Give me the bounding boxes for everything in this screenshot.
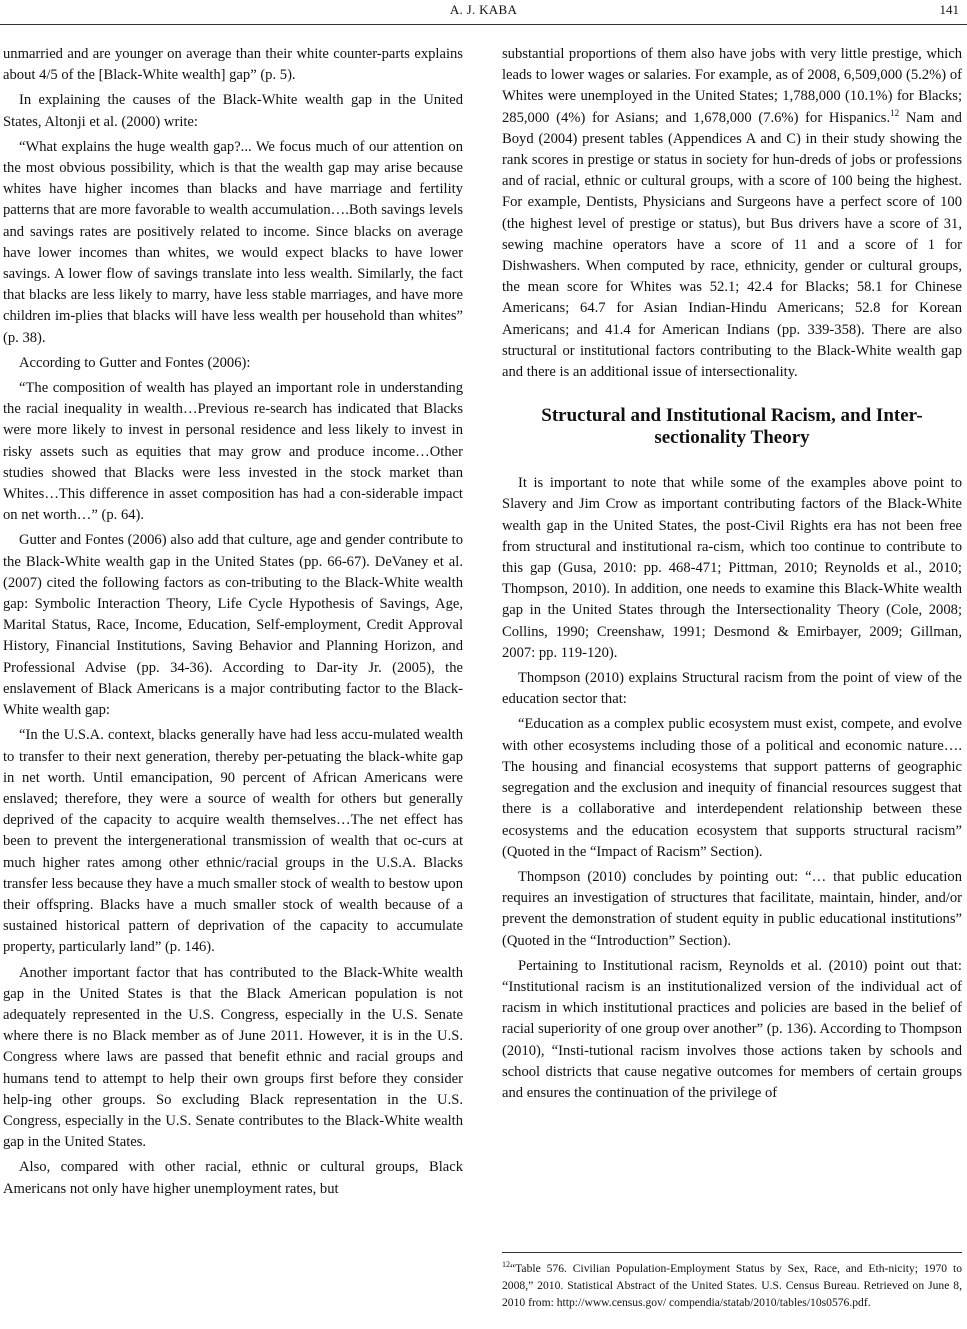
paragraph: Also, compared with other racial, ethnic or cultural groups, Black Americans not only have higher unemployment rates, but	[3, 1159, 463, 1197]
footnote-text: “Table 576. Civilian Population-Employment Status by Sex, Race, and Eth-nicity; 1970 to 2008,” 2010. Statistical Abstract of the United States. U.S. Census Bureau. Retrieved on June 8, 2010 from: http://www.census.gov/ compendia/statab/2010/tables/10s0576.pdf.	[502, 1261, 962, 1309]
paragraph	[502, 44, 962, 383]
section-heading	[502, 405, 962, 449]
block-quote: “Education as a complex public ecosystem must exist, compete, and evolve with other ecosystems including those of a political and economic nature…. The housing and financial ecosystems that support patterns of geographic segregation and the exclusion and inequity of financial resources suggest that there is a collaborative and interdependent relationship between these ecosystems and the education ecosystem that supports structural racism” (Quoted in the “Impact of Racism” Section).	[502, 716, 962, 860]
paragraph: unmarried and are younger on average than their white counter-parts explains about 4/5 of the [Black-White wealth] gap” (p. 5).	[3, 46, 463, 84]
footnote-reference: 12	[890, 107, 900, 118]
paragraph: Another important factor that has contributed to the Black-White wealth gap in the United States is that the Black American population is not adequately represented in the U.S. Congress, especially in the U.S. Senate where there is no Black member as of June 2011. However, it is in the U.S. Congress where laws are passed that benefit ethnic and racial groups and humans tend to attempt to help their own groups first before they consider help-ing other groups. So excluding Black representation in the U.S. Congress, especially in the U.S. Senate contributes to the Black-White wealth gap in the United States.	[3, 964, 463, 1151]
paragraph: It is important to note that while some of the examples above point to Slavery and Jim Crow as important contributing factors of the Black-White wealth gap in the United States, the post-Civil Rights era has not been free from structural and institutional ra-cism, which too continue to contribute to this gap (Gusa, 2010: pp. 468-471; Pittman, 2010; Reynolds et al., 2010; Thompson, 2010). In addition, one needs to examine this Black-White wealth gap in the United States through the Intersectionality Theory (Cole, 2008; Collins, 1990; Creenshaw, 1991; Desmond & Emirbayer, 2009; Gillman, 2007: pp. 119-120).	[502, 475, 962, 661]
paragraph: Pertaining to Institutional racism, Reynolds et al. (2010) point out that: “Institutional racism is an institutionalized version of the individual act of racism in which institutional practices and policies are based in the belief of racial superiority of one group over another” (p. 136). According to Thompson (2010), “Insti-tutional racism involves those actions taken by schools and school districts that cause negative outcomes for members of certain groups and ensures the continuation of the privilege of	[502, 957, 962, 1101]
paragraph: Gutter and Fontes (2006) also add that culture, age and gender contribute to the Black-White wealth gap in the United States (pp. 66-67). DeVaney et al. (2007) cited the following factors as con-tributing to the Black-White wealth gap: Symbolic Interaction Theory, Life Cycle Hypothesis of Savings, Age, Marital Status, Race, Income, Education, Self-employment, Credit Approval History, Financial Institutions, Saving Behavior and Planning Horizon, and Professional Advise (pp. 34-36). According to Dar-ity Jr. (2005), the enslavement of Black Americans is a major contributing factor to the Black-White wealth gap:	[3, 532, 463, 719]
block-quote: “The composition of wealth has played an important role in understanding the racial inequality in wealth…Previous re-search has indicated that Blacks were more likely to invest in personal residence and less likely to invest in risky assets such as equities that may grow and produce income…Other studies showed that Blacks were less invested in the stock market than Whites…This difference in asset composition has had a con-siderable impact on net worth…” (p. 64).	[3, 380, 463, 524]
footnote-marker: 12	[502, 1260, 510, 1269]
footnote	[502, 1256, 962, 1311]
running-header-author: A. J. KABA	[449, 2, 518, 17]
header-rule	[0, 24, 967, 25]
left-column	[3, 44, 463, 1204]
footnote-rule	[502, 1252, 962, 1253]
paragraph-text: Nam and Boyd (2004) present tables (Appendices A and C) in their study showing the rank scores in prestige or status in society for hun-dreds of jobs or professions and of racial, ethnic or cultural groups, with a score of 100 being the highest. For example, Dentists, Physicians and Surgeons have a perfect score of 100 (the highest level of prestige or status), but Bus drivers have a score of 31, sewing machine operators have a score of 11 and a score of 1 for Dishwashers. When computed by race, ethnicity, gender or cultural groups, the mean score for Whites was 52.1; 42.4 for Blacks; 58.1 for Chinese Americans; 64.7 for Asian Indian-Hindu Americans; 52.8 for Korean Americans; and 41.4 for American Indians (pp. 339-358). There are also structural or institutional factors contributing to the Black-White wealth gap and there is an additional issue of intersectionality.	[502, 109, 962, 381]
page-number: 141	[939, 2, 959, 17]
running-header	[0, 0, 967, 20]
paragraph: Thompson (2010) explains Structural racism from the point of view of the education sector that:	[502, 670, 962, 708]
paragraph: According to Gutter and Fontes (2006):	[19, 354, 251, 371]
paragraph: Thompson (2010) concludes by pointing out: “… that public education requires an investigation of structures that facilitate, maintain, hinder, and/or prevent the demonstration of student equity in public educational institutions” (Quoted in the “Introduction” Section).	[502, 868, 962, 949]
right-column	[502, 44, 962, 1108]
block-quote: “In the U.S.A. context, blacks generally have had less accu-mulated wealth to transfer to their next generation, thereby per-petuating the black-white gap in net worth. Until emancipation, 90 percent of African Americans were enslaved; therefore, they were a source of wealth for others but generally deprived of the capacity to acquire wealth themselves…The net effect has been to prevent the intergenerational transmission of wealth that oc-curs at much higher rates among other ethnic/racial groups in the U.S.A. Blacks transfer less because they have a much smaller stock of wealth to bestow upon their offspring. Blacks have a much smaller stock of wealth because of a sustained historical pattern of deprivation of the capacity to accumulate property, particularly land” (p. 146).	[3, 727, 463, 956]
block-quote: “What explains the huge wealth gap?... We focus much of our attention on the most obvious possibility, which is that the wealth gap may arise because whites have higher incomes than blacks and have marriage and fertility patterns that are more favorable to wealth accumulation….Both savings levels and savings rates are positively related to income. Since blacks on average have lower incomes than whites, we would expect blacks to have lower savings. A lower flow of savings translate into less wealth. Similarly, the fact that blacks are less likely to marry, have less stable marriages, and have more children im-plies that blacks will have less wealth per household than whites” (p. 38).	[3, 138, 463, 346]
section-heading-line: Structural and Institutional Racism, and Inter-	[541, 405, 923, 427]
section-heading-line: sectionality Theory	[654, 427, 810, 449]
paragraph: In explaining the causes of the Black-White wealth gap in the United States, Altonji et al. (2000) write:	[3, 92, 463, 130]
paragraph-text: substantial proportions of them also have jobs with very little prestige, which leads to lower wages or salaries. For example, as of 2008, 6,509,000 (5.2%) of Whites were unemployed in the United States; 1,788,000 (10.1%) for Blacks; 285,000 (4%) for Asians; and 1,678,000 (7.6%) for Hispanics.	[502, 46, 962, 126]
